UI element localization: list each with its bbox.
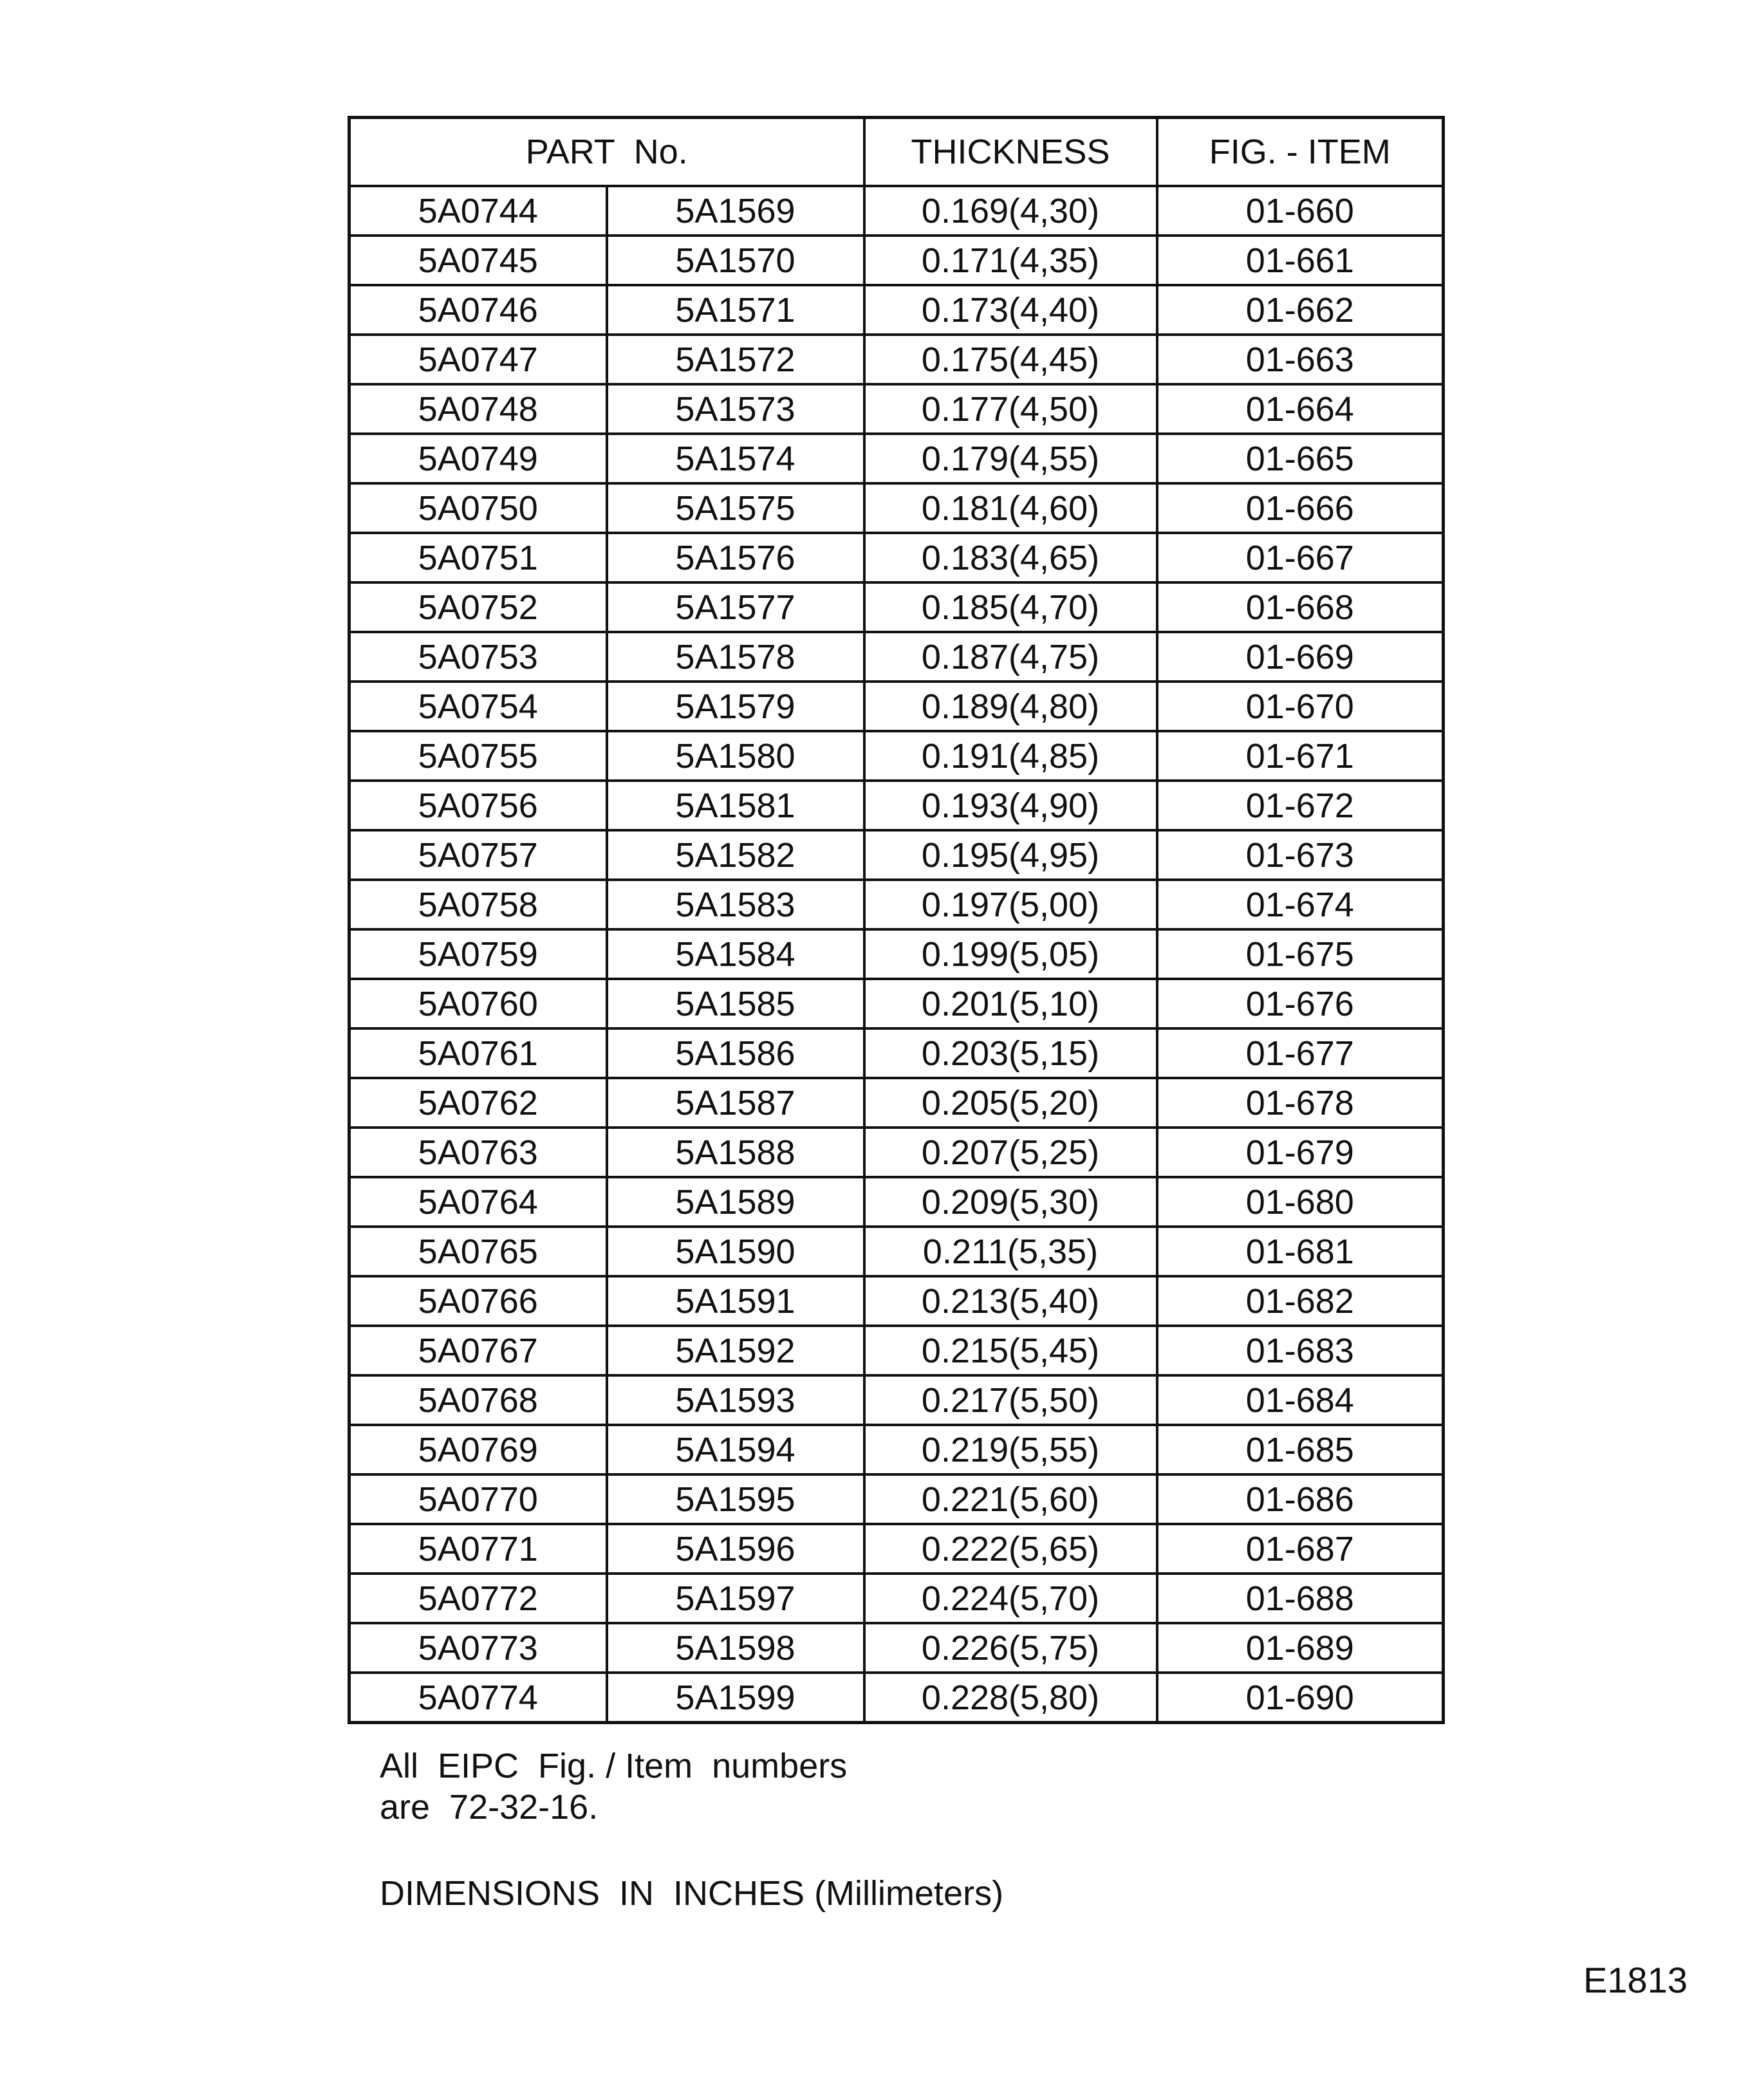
part-number-a-cell: 5A0763 xyxy=(349,1128,607,1177)
table-row xyxy=(349,830,1444,880)
part-number-b-cell: 5A1587 xyxy=(607,1078,864,1128)
thickness-cell: 0.201(5,10) xyxy=(864,979,1157,1028)
part-number-b-cell: 5A1585 xyxy=(607,979,864,1028)
table-row xyxy=(349,533,1444,582)
part-number-b-cell: 5A1569 xyxy=(607,186,864,236)
thickness-cell: 0.215(5,45) xyxy=(864,1326,1157,1375)
eipc-note-line-2: are 72-32-16. xyxy=(380,1788,599,1826)
part-number-a-cell: 5A0749 xyxy=(349,434,607,483)
table-row xyxy=(349,582,1444,632)
table-row xyxy=(349,632,1444,682)
fig-item-cell: 01-690 xyxy=(1157,1673,1444,1723)
thickness-cell: 0.179(4,55) xyxy=(864,434,1157,483)
thickness-cell: 0.221(5,60) xyxy=(864,1474,1157,1524)
part-number-b-cell: 5A1576 xyxy=(607,533,864,582)
part-number-b-cell: 5A1595 xyxy=(607,1474,864,1524)
part-number-b-cell: 5A1571 xyxy=(607,285,864,335)
table-row xyxy=(349,1375,1444,1425)
fig-item-cell: 01-680 xyxy=(1157,1177,1444,1227)
table-row xyxy=(349,1673,1444,1723)
part-number-a-cell: 5A0774 xyxy=(349,1673,607,1723)
part-number-a-cell: 5A0772 xyxy=(349,1574,607,1623)
fig-item-cell: 01-677 xyxy=(1157,1028,1444,1078)
part-number-b-cell: 5A1593 xyxy=(607,1375,864,1425)
part-number-a-cell: 5A0769 xyxy=(349,1425,607,1474)
table-row xyxy=(349,1425,1444,1474)
fig-item-cell: 01-668 xyxy=(1157,582,1444,632)
part-number-a-cell: 5A0753 xyxy=(349,632,607,682)
table-row xyxy=(349,483,1444,533)
part-number-a-cell: 5A0756 xyxy=(349,781,607,830)
table-row xyxy=(349,1227,1444,1276)
table-row xyxy=(349,731,1444,781)
table-row xyxy=(349,979,1444,1028)
fig-item-cell: 01-664 xyxy=(1157,384,1444,434)
part-number-b-cell: 5A1575 xyxy=(607,483,864,533)
thickness-cell: 0.171(4,35) xyxy=(864,236,1157,285)
thickness-cell: 0.193(4,90) xyxy=(864,781,1157,830)
thickness-cell: 0.173(4,40) xyxy=(864,285,1157,335)
part-number-a-cell: 5A0747 xyxy=(349,335,607,384)
part-number-b-cell: 5A1572 xyxy=(607,335,864,384)
table-row xyxy=(349,384,1444,434)
table-row xyxy=(349,335,1444,384)
fig-item-cell: 01-689 xyxy=(1157,1623,1444,1673)
part-number-b-cell: 5A1583 xyxy=(607,880,864,929)
part-number-a-cell: 5A0766 xyxy=(349,1276,607,1326)
part-number-b-cell: 5A1582 xyxy=(607,830,864,880)
table-row xyxy=(349,1177,1444,1227)
table-row xyxy=(349,285,1444,335)
thickness-cell: 0.209(5,30) xyxy=(864,1177,1157,1227)
thickness-cell: 0.189(4,80) xyxy=(864,682,1157,731)
part-number-a-cell: 5A0757 xyxy=(349,830,607,880)
thickness-cell: 0.181(4,60) xyxy=(864,483,1157,533)
fig-item-cell: 01-663 xyxy=(1157,335,1444,384)
part-number-a-cell: 5A0760 xyxy=(349,979,607,1028)
thickness-cell: 0.187(4,75) xyxy=(864,632,1157,682)
thickness-cell: 0.228(5,80) xyxy=(864,1673,1157,1723)
dimensions-note: DIMENSIONS IN INCHES (Millimeters) xyxy=(380,1874,1004,1913)
part-number-b-cell: 5A1584 xyxy=(607,929,864,979)
part-number-b-cell: 5A1598 xyxy=(607,1623,864,1673)
fig-item-cell: 01-674 xyxy=(1157,880,1444,929)
part-number-b-cell: 5A1589 xyxy=(607,1177,864,1227)
part-number-a-cell: 5A0750 xyxy=(349,483,607,533)
thickness-cell: 0.185(4,70) xyxy=(864,582,1157,632)
part-number-a-cell: 5A0761 xyxy=(349,1028,607,1078)
table-header xyxy=(349,118,1444,187)
part-number-a-cell: 5A0764 xyxy=(349,1177,607,1227)
thickness-cell: 0.183(4,65) xyxy=(864,533,1157,582)
thickness-cell: 0.207(5,25) xyxy=(864,1128,1157,1177)
part-number-a-cell: 5A0768 xyxy=(349,1375,607,1425)
part-number-a-cell: 5A0751 xyxy=(349,533,607,582)
table-row xyxy=(349,1326,1444,1375)
part-number-b-cell: 5A1570 xyxy=(607,236,864,285)
table-row xyxy=(349,1028,1444,1078)
fig-item-cell: 01-678 xyxy=(1157,1078,1444,1128)
part-number-a-cell: 5A0744 xyxy=(349,186,607,236)
fig-item-cell: 01-679 xyxy=(1157,1128,1444,1177)
thickness-cell: 0.213(5,40) xyxy=(864,1276,1157,1326)
fig-item-cell: 01-686 xyxy=(1157,1474,1444,1524)
thickness-cell: 0.169(4,30) xyxy=(864,186,1157,236)
fig-item-cell: 01-671 xyxy=(1157,731,1444,781)
part-number-b-cell: 5A1577 xyxy=(607,582,864,632)
header-row xyxy=(349,118,1444,187)
table-body xyxy=(349,186,1444,1723)
thickness-cell: 0.205(5,20) xyxy=(864,1078,1157,1128)
fig-item-cell: 01-669 xyxy=(1157,632,1444,682)
part-number-a-cell: 5A0752 xyxy=(349,582,607,632)
fig-item-cell: 01-662 xyxy=(1157,285,1444,335)
fig-item-cell: 01-682 xyxy=(1157,1276,1444,1326)
part-number-a-cell: 5A0746 xyxy=(349,285,607,335)
part-number-b-cell: 5A1592 xyxy=(607,1326,864,1375)
table-row xyxy=(349,1128,1444,1177)
part-number-a-cell: 5A0754 xyxy=(349,682,607,731)
figure-code: E1813 xyxy=(1583,1960,1687,2000)
thickness-cell: 0.175(4,45) xyxy=(864,335,1157,384)
thickness-cell: 0.211(5,35) xyxy=(864,1227,1157,1276)
thickness-cell: 0.219(5,55) xyxy=(864,1425,1157,1474)
fig-item-cell: 01-684 xyxy=(1157,1375,1444,1425)
fig-item-cell: 01-672 xyxy=(1157,781,1444,830)
table-row xyxy=(349,1623,1444,1673)
part-number-b-cell: 5A1573 xyxy=(607,384,864,434)
fig-item-cell: 01-675 xyxy=(1157,929,1444,979)
thickness-cell: 0.177(4,50) xyxy=(864,384,1157,434)
table-row xyxy=(349,781,1444,830)
part-number-b-cell: 5A1581 xyxy=(607,781,864,830)
eipc-note xyxy=(380,1745,847,1828)
part-number-a-cell: 5A0771 xyxy=(349,1524,607,1574)
part-number-a-cell: 5A0748 xyxy=(349,384,607,434)
thickness-cell: 0.203(5,15) xyxy=(864,1028,1157,1078)
table-row xyxy=(349,1574,1444,1623)
fig-item-cell: 01-685 xyxy=(1157,1425,1444,1474)
fig-item-cell: 01-676 xyxy=(1157,979,1444,1028)
table-row xyxy=(349,1474,1444,1524)
part-number-a-cell: 5A0759 xyxy=(349,929,607,979)
part-number-a-cell: 5A0770 xyxy=(349,1474,607,1524)
thickness-cell: 0.226(5,75) xyxy=(864,1623,1157,1673)
thickness-cell: 0.199(5,05) xyxy=(864,929,1157,979)
eipc-note-line-1: All EIPC Fig. / Item numbers xyxy=(380,1747,848,1785)
fig-item-cell: 01-660 xyxy=(1157,186,1444,236)
fig-item-cell: 01-666 xyxy=(1157,483,1444,533)
table-row xyxy=(349,1276,1444,1326)
part-number-b-cell: 5A1591 xyxy=(607,1276,864,1326)
fig-item-cell: 01-688 xyxy=(1157,1574,1444,1623)
header-thickness: THICKNESS xyxy=(864,118,1157,187)
part-number-b-cell: 5A1594 xyxy=(607,1425,864,1474)
thickness-cell: 0.197(5,00) xyxy=(864,880,1157,929)
table-row xyxy=(349,186,1444,236)
thickness-cell: 0.191(4,85) xyxy=(864,731,1157,781)
fig-item-cell: 01-673 xyxy=(1157,830,1444,880)
part-number-b-cell: 5A1579 xyxy=(607,682,864,731)
header-part-no: PART No. xyxy=(349,118,864,187)
table-row xyxy=(349,682,1444,731)
header-fig-item: FIG. - ITEM xyxy=(1157,118,1444,187)
part-number-b-cell: 5A1586 xyxy=(607,1028,864,1078)
part-number-a-cell: 5A0745 xyxy=(349,236,607,285)
fig-item-cell: 01-670 xyxy=(1157,682,1444,731)
part-number-a-cell: 5A0767 xyxy=(349,1326,607,1375)
part-number-b-cell: 5A1596 xyxy=(607,1524,864,1574)
table-row xyxy=(349,1524,1444,1574)
fig-item-cell: 01-687 xyxy=(1157,1524,1444,1574)
part-number-b-cell: 5A1588 xyxy=(607,1128,864,1177)
part-number-b-cell: 5A1590 xyxy=(607,1227,864,1276)
part-number-a-cell: 5A0755 xyxy=(349,731,607,781)
parts-table xyxy=(348,116,1445,1724)
part-number-b-cell: 5A1599 xyxy=(607,1673,864,1723)
table-row xyxy=(349,434,1444,483)
table-row xyxy=(349,1078,1444,1128)
thickness-cell: 0.217(5,50) xyxy=(864,1375,1157,1425)
part-number-a-cell: 5A0758 xyxy=(349,880,607,929)
thickness-cell: 0.195(4,95) xyxy=(864,830,1157,880)
part-number-a-cell: 5A0762 xyxy=(349,1078,607,1128)
fig-item-cell: 01-681 xyxy=(1157,1227,1444,1276)
part-number-a-cell: 5A0773 xyxy=(349,1623,607,1673)
part-number-b-cell: 5A1574 xyxy=(607,434,864,483)
fig-item-cell: 01-667 xyxy=(1157,533,1444,582)
part-number-b-cell: 5A1578 xyxy=(607,632,864,682)
table-row xyxy=(349,929,1444,979)
fig-item-cell: 01-661 xyxy=(1157,236,1444,285)
part-number-b-cell: 5A1580 xyxy=(607,731,864,781)
fig-item-cell: 01-683 xyxy=(1157,1326,1444,1375)
thickness-cell: 0.224(5,70) xyxy=(864,1574,1157,1623)
table-row xyxy=(349,236,1444,285)
part-number-a-cell: 5A0765 xyxy=(349,1227,607,1276)
thickness-cell: 0.222(5,65) xyxy=(864,1524,1157,1574)
part-number-b-cell: 5A1597 xyxy=(607,1574,864,1623)
fig-item-cell: 01-665 xyxy=(1157,434,1444,483)
table-row xyxy=(349,880,1444,929)
